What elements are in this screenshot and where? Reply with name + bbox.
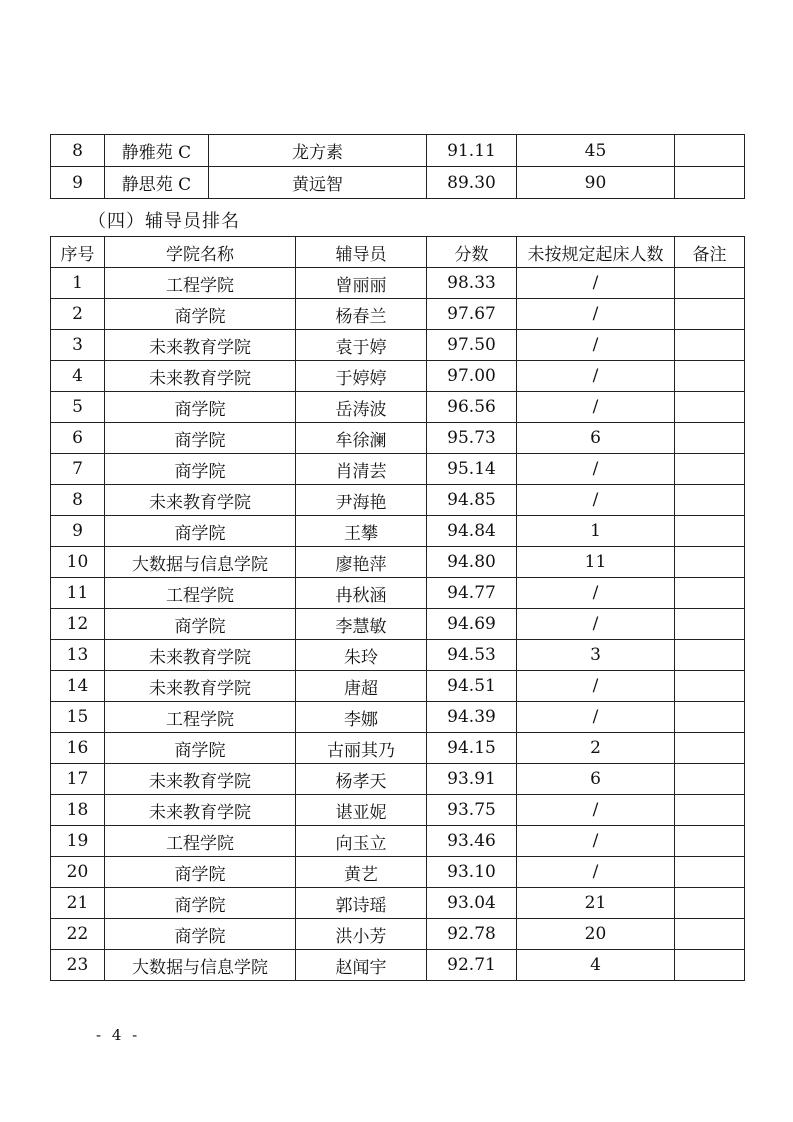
cell-note	[675, 454, 745, 485]
cell-count: /	[517, 609, 675, 640]
cell-no: 9	[51, 167, 105, 199]
table-row	[51, 888, 745, 919]
table-row	[51, 702, 745, 733]
cell-no: 3	[51, 330, 105, 361]
table-row	[51, 919, 745, 950]
cell-count: 45	[517, 135, 675, 167]
cell-note	[675, 640, 745, 671]
table-row	[51, 268, 745, 299]
cell-note	[675, 609, 745, 640]
cell-college: 商学院	[105, 919, 296, 950]
cell-note	[675, 857, 745, 888]
cell-no: 16	[51, 733, 105, 764]
cell-score: 91.11	[427, 135, 517, 167]
cell-college: 工程学院	[105, 826, 296, 857]
cell-counselor: 向玉立	[296, 826, 427, 857]
table-row	[51, 857, 745, 888]
cell-dorm-name: 静雅苑 C	[105, 135, 209, 167]
cell-no: 18	[51, 795, 105, 826]
cell-score: 93.04	[427, 888, 517, 919]
cell-college: 商学院	[105, 609, 296, 640]
cell-college: 未来教育学院	[105, 640, 296, 671]
cell-counselor: 古丽其乃	[296, 733, 427, 764]
cell-score: 95.73	[427, 423, 517, 454]
cell-college: 未来教育学院	[105, 671, 296, 702]
cell-note	[675, 950, 745, 981]
cell-note	[675, 167, 745, 199]
cell-count: /	[517, 857, 675, 888]
cell-score: 93.10	[427, 857, 517, 888]
cell-no: 8	[51, 135, 105, 167]
cell-count: 4	[517, 950, 675, 981]
cell-note	[675, 671, 745, 702]
cell-no: 20	[51, 857, 105, 888]
cell-score: 95.14	[427, 454, 517, 485]
cell-college: 商学院	[105, 888, 296, 919]
cell-college: 工程学院	[105, 578, 296, 609]
cell-counselor: 洪小芳	[296, 919, 427, 950]
table-row	[51, 330, 745, 361]
cell-no: 21	[51, 888, 105, 919]
cell-score: 93.46	[427, 826, 517, 857]
cell-score: 94.39	[427, 702, 517, 733]
cell-score: 94.53	[427, 640, 517, 671]
header-college: 学院名称	[105, 237, 296, 268]
cell-counselor: 李娜	[296, 702, 427, 733]
cell-no: 4	[51, 361, 105, 392]
cell-no: 11	[51, 578, 105, 609]
table-row	[51, 516, 745, 547]
table-row	[51, 361, 745, 392]
cell-note	[675, 516, 745, 547]
cell-counselor: 杨孝天	[296, 764, 427, 795]
cell-score: 97.50	[427, 330, 517, 361]
cell-note	[675, 268, 745, 299]
cell-count: /	[517, 702, 675, 733]
cell-counselor: 朱玲	[296, 640, 427, 671]
cell-count: 1	[517, 516, 675, 547]
cell-no: 9	[51, 516, 105, 547]
table-row	[51, 826, 745, 857]
cell-no: 1	[51, 268, 105, 299]
cell-note	[675, 919, 745, 950]
cell-note	[675, 795, 745, 826]
cell-score: 94.84	[427, 516, 517, 547]
cell-count: 20	[517, 919, 675, 950]
header-note: 备注	[675, 237, 745, 268]
cell-counselor: 岳涛波	[296, 392, 427, 423]
table-row	[51, 299, 745, 330]
cell-counselor: 唐超	[296, 671, 427, 702]
section-title: （四）辅导员排名	[88, 211, 240, 232]
cell-score: 94.51	[427, 671, 517, 702]
cell-college: 商学院	[105, 516, 296, 547]
cell-counselor: 于婷婷	[296, 361, 427, 392]
cell-note	[675, 826, 745, 857]
table-row	[51, 578, 745, 609]
cell-no: 2	[51, 299, 105, 330]
cell-score: 98.33	[427, 268, 517, 299]
cell-college: 商学院	[105, 733, 296, 764]
cell-college: 商学院	[105, 454, 296, 485]
cell-no: 17	[51, 764, 105, 795]
header-counselor: 辅导员	[296, 237, 427, 268]
cell-counselor: 肖清芸	[296, 454, 427, 485]
cell-no: 10	[51, 547, 105, 578]
cell-score: 92.78	[427, 919, 517, 950]
cell-college: 大数据与信息学院	[105, 950, 296, 981]
cell-score: 94.85	[427, 485, 517, 516]
table-row	[51, 485, 745, 516]
cell-note	[675, 547, 745, 578]
cell-counselor: 王攀	[296, 516, 427, 547]
cell-score: 92.71	[427, 950, 517, 981]
cell-no: 22	[51, 919, 105, 950]
cell-note	[675, 392, 745, 423]
cell-count: /	[517, 578, 675, 609]
cell-counselor: 尹海艳	[296, 485, 427, 516]
dormitory-ranking-table-continued	[50, 134, 745, 199]
table-row	[51, 167, 745, 199]
table-row	[51, 764, 745, 795]
table-row	[51, 609, 745, 640]
cell-counselor: 赵闻宇	[296, 950, 427, 981]
cell-count: /	[517, 392, 675, 423]
cell-no: 19	[51, 826, 105, 857]
cell-college: 未来教育学院	[105, 330, 296, 361]
cell-count: 3	[517, 640, 675, 671]
cell-count: /	[517, 299, 675, 330]
cell-college: 商学院	[105, 392, 296, 423]
cell-counselor: 袁于婷	[296, 330, 427, 361]
cell-college: 未来教育学院	[105, 764, 296, 795]
cell-note	[675, 299, 745, 330]
cell-college: 未来教育学院	[105, 795, 296, 826]
cell-score: 89.30	[427, 167, 517, 199]
table-row	[51, 423, 745, 454]
cell-college: 商学院	[105, 423, 296, 454]
cell-score: 94.80	[427, 547, 517, 578]
cell-counselor: 廖艳萍	[296, 547, 427, 578]
cell-count: /	[517, 330, 675, 361]
cell-count: /	[517, 485, 675, 516]
cell-count: 2	[517, 733, 675, 764]
page-number: - 4 -	[96, 1026, 141, 1044]
cell-no: 7	[51, 454, 105, 485]
cell-count: /	[517, 268, 675, 299]
cell-score: 93.91	[427, 764, 517, 795]
table-header-row	[51, 237, 745, 268]
cell-score: 97.67	[427, 299, 517, 330]
cell-score: 96.56	[427, 392, 517, 423]
cell-college: 大数据与信息学院	[105, 547, 296, 578]
cell-note	[675, 330, 745, 361]
header-score: 分数	[427, 237, 517, 268]
cell-no: 23	[51, 950, 105, 981]
cell-note	[675, 702, 745, 733]
cell-score: 94.77	[427, 578, 517, 609]
cell-counselor: 杨春兰	[296, 299, 427, 330]
cell-count: /	[517, 826, 675, 857]
table-row	[51, 950, 745, 981]
cell-counselor: 曾丽丽	[296, 268, 427, 299]
cell-counselor: 黄艺	[296, 857, 427, 888]
cell-college: 工程学院	[105, 702, 296, 733]
cell-count: 6	[517, 423, 675, 454]
cell-note	[675, 764, 745, 795]
cell-note	[675, 423, 745, 454]
cell-count: /	[517, 361, 675, 392]
cell-dorm-name: 静思苑 C	[105, 167, 209, 199]
cell-no: 14	[51, 671, 105, 702]
cell-count: 21	[517, 888, 675, 919]
counselor-ranking-table	[50, 236, 745, 981]
cell-count: 90	[517, 167, 675, 199]
table-row	[51, 671, 745, 702]
header-count: 未按规定起床人数	[517, 237, 675, 268]
cell-note	[675, 361, 745, 392]
cell-note	[675, 485, 745, 516]
cell-counselor: 冉秋涵	[296, 578, 427, 609]
table-row	[51, 135, 745, 167]
table-row	[51, 640, 745, 671]
cell-person: 龙方素	[209, 135, 427, 167]
cell-no: 8	[51, 485, 105, 516]
cell-no: 12	[51, 609, 105, 640]
cell-count: /	[517, 454, 675, 485]
cell-count: /	[517, 671, 675, 702]
cell-college: 工程学院	[105, 268, 296, 299]
cell-score: 97.00	[427, 361, 517, 392]
cell-counselor: 郭诗瑶	[296, 888, 427, 919]
cell-college: 商学院	[105, 857, 296, 888]
table-row	[51, 733, 745, 764]
cell-college: 未来教育学院	[105, 485, 296, 516]
cell-count: /	[517, 795, 675, 826]
cell-college: 未来教育学院	[105, 361, 296, 392]
cell-score: 93.75	[427, 795, 517, 826]
cell-count: 11	[517, 547, 675, 578]
table-row	[51, 795, 745, 826]
cell-no: 13	[51, 640, 105, 671]
cell-score: 94.15	[427, 733, 517, 764]
cell-counselor: 谌亚妮	[296, 795, 427, 826]
cell-counselor: 牟徐澜	[296, 423, 427, 454]
cell-college: 商学院	[105, 299, 296, 330]
cell-counselor: 李慧敏	[296, 609, 427, 640]
table-row	[51, 454, 745, 485]
cell-person: 黄远智	[209, 167, 427, 199]
cell-note	[675, 733, 745, 764]
cell-count: 6	[517, 764, 675, 795]
cell-note	[675, 578, 745, 609]
cell-no: 6	[51, 423, 105, 454]
cell-score: 94.69	[427, 609, 517, 640]
cell-note	[675, 888, 745, 919]
cell-note	[675, 135, 745, 167]
header-no: 序号	[51, 237, 105, 268]
table-row	[51, 547, 745, 578]
cell-no: 15	[51, 702, 105, 733]
cell-no: 5	[51, 392, 105, 423]
table-row	[51, 392, 745, 423]
